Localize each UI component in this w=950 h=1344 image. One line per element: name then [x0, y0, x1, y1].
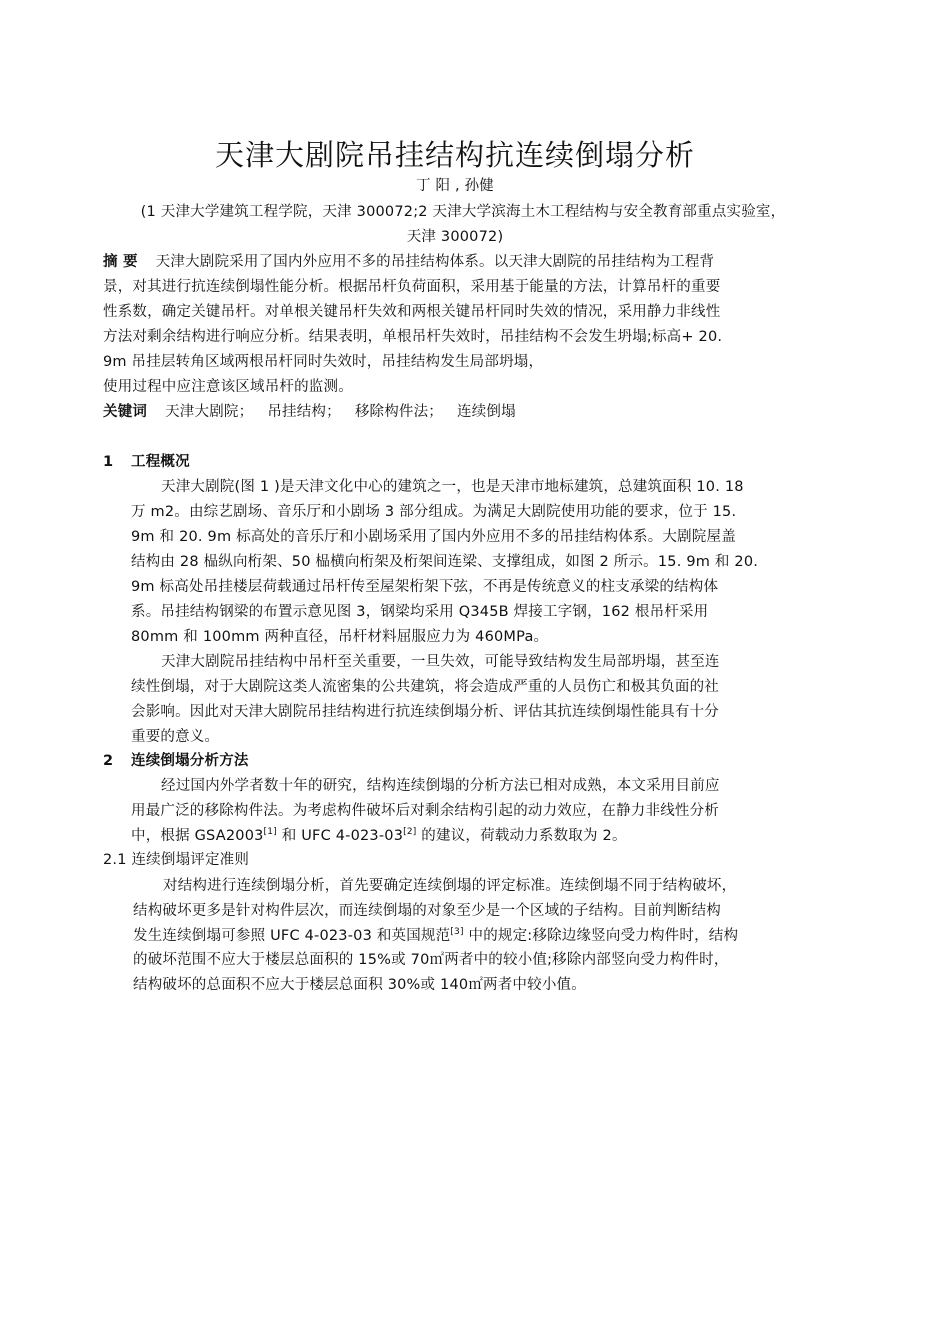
keywords-line: [103, 402, 516, 422]
keyword-item: 吊挂结构；: [267, 404, 341, 420]
section-1-line: 80mm 和 100mm 两种直径，吊杆材料屈服应力为 460MPa。: [131, 629, 549, 645]
section-2-1-heading: 2.1 连续倒塌评定准则: [103, 852, 250, 868]
abstract-line-3: 性系数，确定关键吊杆。对单根关键吊杆失效和两根关键吊杆同时失效的情况，采用静力非线性: [103, 304, 721, 320]
paper-title: 天津大剧院吊挂结构抗连续倒塌分析: [214, 138, 695, 172]
abstract-text: 天津大剧院采用了国内外应用不多的吊挂结构体系。以天津大剧院的吊挂结构为工程背: [155, 254, 715, 270]
section-2-heading: [103, 751, 249, 771]
section-2-line: [131, 826, 627, 846]
text-run: 和 UFC 4-023-03: [276, 828, 404, 844]
abstract-line-6: 使用过程中应注意该区域吊杆的监测。: [103, 379, 353, 395]
text-run: 的建议，荷载动力系数取为 2。: [416, 828, 627, 844]
affiliation-line-2: 天津 300072): [406, 229, 504, 245]
section-2-1-line: 的破坏范围不应大于楼层总面积的 15%或 70㎡两者中的较小值;移除内部竖向受力构件时，: [133, 952, 729, 968]
text-run: 发生连续倒塌可参照 UFC 4-023-03 和英国规范: [133, 928, 451, 944]
section-1-line: 万 m2。由综艺剧场、音乐厅和小剧场 3 部分组成。为满足大剧院使用功能的要求，位于 15.: [131, 504, 737, 520]
section-1-line: 9m 标高处吊挂楼层荷载通过吊杆传至屋架桁架下弦，不再是传统意义的柱支承梁的结构体: [131, 579, 719, 595]
text-run: 中，根据 GSA2003: [131, 828, 264, 844]
keywords-label: 关键词: [103, 404, 148, 420]
section-1-line: 9m 和 20. 9m 标高处的音乐厅和小剧场采用了国内外应用不多的吊挂结构体系。大剧院屋盖: [131, 529, 736, 545]
section-2-1-line: 结构破坏的总面积不应大于楼层总面积 30%或 140㎡两者中较小值。: [133, 977, 586, 993]
citation-ref[interactable]: [3]: [450, 927, 464, 937]
section-1-line: 重要的意义。: [131, 729, 220, 745]
text-run: 中的规定:移除边缘竖向受力构件时，结构: [463, 928, 739, 944]
keyword-item: 天津大剧院；: [165, 404, 254, 420]
section-2-1-line: 结构破坏更多是针对构件层次，而连续倒塌的对象至少是一个区域的子结构。目前判断结构: [133, 903, 721, 919]
citation-ref[interactable]: [1]: [263, 827, 277, 837]
citation-ref[interactable]: [2]: [403, 827, 417, 837]
section-1-line: 会影响。因此对天津大剧院吊挂结构进行抗连续倒塌分析、评估其抗连续倒塌性能具有十分: [131, 704, 719, 720]
section-1-line: 续性倒塌，对于大剧院这类人流密集的公共建筑，将会造成严重的人员伤亡和极其负面的社: [131, 679, 719, 695]
abstract-line-4: 方法对剩余结构进行响应分析。结果表明，单根吊杆失效时，吊挂结构不会发生坍塌;标高+ 20.: [103, 329, 723, 345]
section-2-line: 用最广泛的移除构件法。为考虑构件破坏后对剩余结构引起的动力效应，在静力非线性分析: [131, 803, 719, 819]
section-2-1-line: [133, 926, 738, 946]
section-number: 2: [103, 753, 114, 769]
abstract-label: 摘 要: [103, 254, 138, 270]
section-1-line: 系。吊挂结构钢梁的布置示意见图 3，钢梁均采用 Q345B 焊接工字钢，162 根吊杆采用: [131, 604, 709, 620]
authors: 丁 阳 , 孙健: [415, 178, 495, 194]
keyword-item: 移除构件法；: [354, 404, 444, 420]
section-1-heading: [103, 452, 190, 472]
affiliation-line-1: (1 天津大学建筑工程学院，天津 300072;2 天津大学滨海土木工程结构与安全教育部重点实验室，: [140, 204, 786, 220]
section-1-line: 结构由 28 榀纵向桁架、50 榀横向桁架及桁架间连梁、支撑组成，如图 2 所示。15. 9m 和 20.: [131, 554, 759, 570]
section-1-line: 天津大剧院(图 1 )是天津文化中心的建筑之一，也是天津市地标建筑，总建筑面积 10. 18: [161, 479, 744, 495]
abstract-line-1: [103, 252, 714, 272]
section-title: 工程概况: [131, 454, 190, 470]
section-1-line: 天津大剧院吊挂结构中吊杆至关重要，一旦失效，可能导致结构发生局部坍塌，甚至连: [161, 654, 720, 670]
abstract-line-5: 9m 吊挂层转角区域两根吊杆同时失效时，吊挂结构发生局部坍塌，: [103, 354, 544, 370]
abstract-line-2: 景，对其进行抗连续倒塌性能分析。根据吊杆负荷面积，采用基于能量的方法，计算吊杆的重要: [103, 279, 721, 295]
section-number: 1: [103, 454, 114, 470]
keyword-item: 连续倒塌: [457, 404, 516, 420]
section-2-line: 经过国内外学者数十年的研究，结构连续倒塌的分析方法已相对成熟，本文采用目前应: [161, 778, 720, 794]
section-2-1-line: 对结构进行连续倒塌分析，首先要确定连续倒塌的评定标准。连续倒塌不同于结构破坏，: [163, 878, 737, 894]
section-title: 连续倒塌分析方法: [131, 753, 249, 769]
